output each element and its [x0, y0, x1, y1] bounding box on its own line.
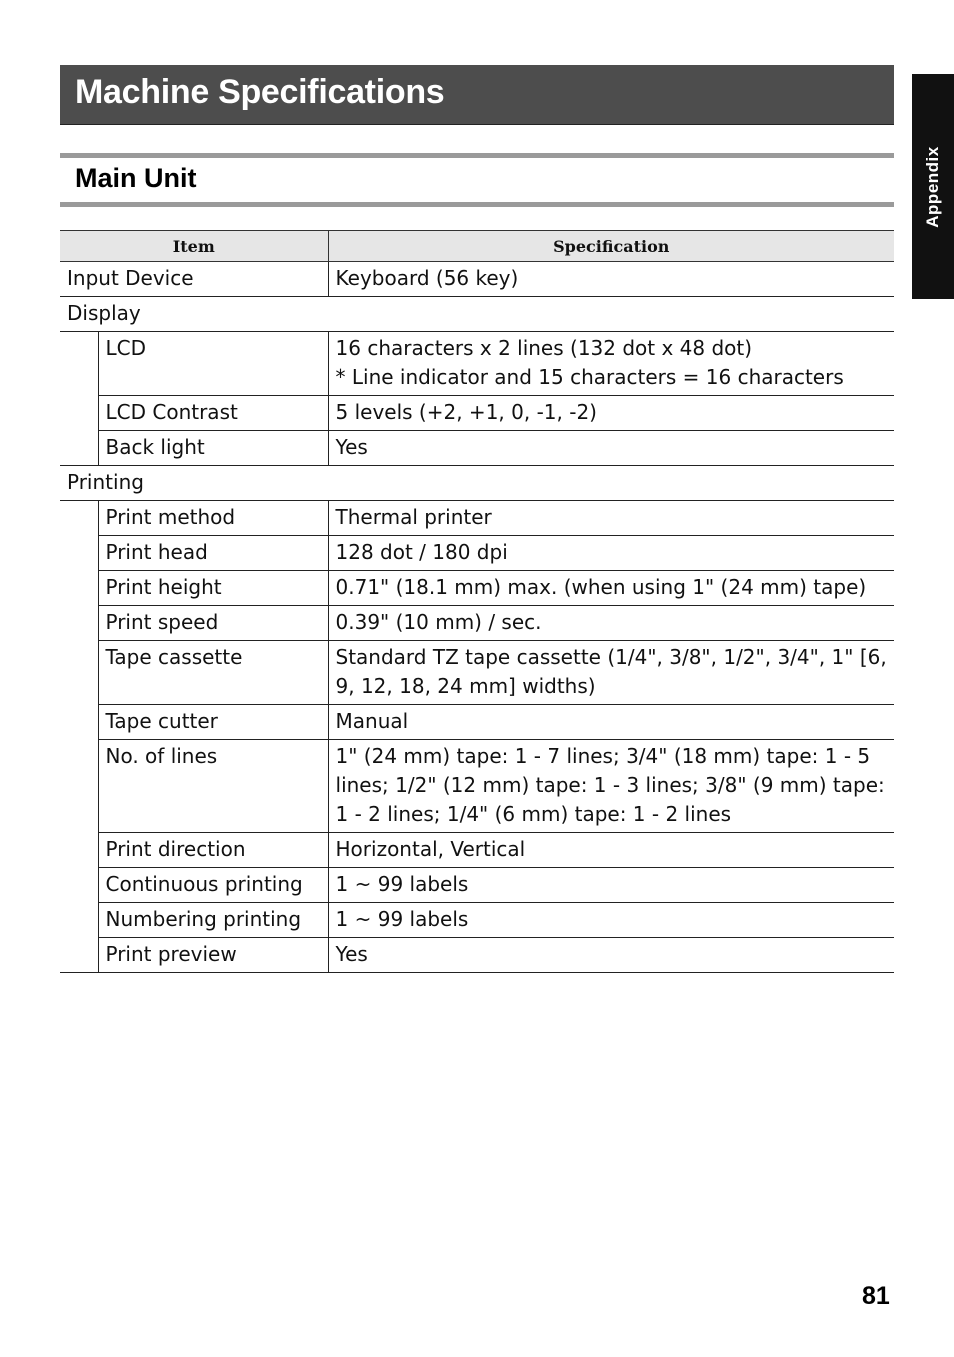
- table-row-input-device: [60, 262, 894, 297]
- spec-cell: Horizontal, Vertical: [328, 833, 894, 868]
- group-label-display: Display: [60, 297, 894, 332]
- item-cell: Input Device: [60, 262, 328, 297]
- spec-cell: [328, 332, 894, 396]
- table-row: [60, 571, 894, 606]
- table-row: [60, 332, 894, 396]
- table-row: [60, 396, 894, 431]
- spec-cell: Standard TZ tape cassette (1/4", 3/8", 1/2", 3/4", 1" [6, 9, 12, 18, 24 mm] widths): [328, 641, 894, 705]
- table-row: [60, 536, 894, 571]
- group-row-printing: [60, 466, 894, 501]
- indent-cell: [60, 868, 98, 903]
- spec-cell: 1 ~ 99 labels: [328, 868, 894, 903]
- spec-text: 16 characters x 2 lines (132 dot x 48 dot): [335, 336, 753, 360]
- column-header-specification: Specification: [328, 231, 894, 262]
- item-cell: Print height: [98, 571, 328, 606]
- spec-cell: Manual: [328, 705, 894, 740]
- table-row: [60, 833, 894, 868]
- table-row: [60, 868, 894, 903]
- item-cell: Continuous printing: [98, 868, 328, 903]
- table-row: [60, 641, 894, 705]
- indent-cell: [60, 833, 98, 868]
- item-cell: LCD Contrast: [98, 396, 328, 431]
- item-cell: Numbering printing: [98, 903, 328, 938]
- spec-cell: Yes: [328, 431, 894, 466]
- indent-cell: [60, 641, 98, 705]
- table-row: [60, 501, 894, 536]
- table-row: [60, 740, 894, 833]
- item-cell: Tape cutter: [98, 705, 328, 740]
- spec-cell: 1" (24 mm) tape: 1 - 7 lines; 3/4" (18 mm) tape: 1 - 5 lines; 1/2" (12 mm) tape: 1 - 3 lines; 3/8" (9 mm) tape: 1 - 2 lines; 1/4" (6 mm) tape: 1 - 2 lines: [328, 740, 894, 833]
- indent-cell: [60, 396, 98, 431]
- spec-cell: Keyboard (56 key): [328, 262, 894, 297]
- indent-cell: [60, 705, 98, 740]
- table-row: [60, 431, 894, 466]
- page-title-bar: [60, 65, 894, 125]
- spec-cell: 0.71" (18.1 mm) max. (when using 1" (24 mm) tape): [328, 571, 894, 606]
- section-title: Main Unit: [75, 163, 197, 193]
- item-cell: Print head: [98, 536, 328, 571]
- spec-note: * Line indicator and 15 characters = 16 characters: [335, 365, 844, 389]
- group-row-display: [60, 297, 894, 332]
- table-row: [60, 606, 894, 641]
- specifications-table: [60, 230, 894, 973]
- group-label-printing: Printing: [60, 466, 894, 501]
- table-row: [60, 938, 894, 973]
- spec-cell: 1 ~ 99 labels: [328, 903, 894, 938]
- side-tab-label: Appendix: [923, 145, 942, 228]
- column-header-item: Item: [60, 231, 328, 262]
- appendix-side-tab: [912, 74, 954, 299]
- spec-cell: 5 levels (+2, +1, 0, -1, -2): [328, 396, 894, 431]
- item-cell: Print speed: [98, 606, 328, 641]
- indent-cell: [60, 536, 98, 571]
- item-cell: No. of lines: [98, 740, 328, 833]
- table-row: [60, 903, 894, 938]
- indent-cell: [60, 571, 98, 606]
- page-number: 81: [862, 1282, 890, 1310]
- indent-cell: [60, 606, 98, 641]
- item-cell: LCD: [98, 332, 328, 396]
- item-cell: Print direction: [98, 833, 328, 868]
- indent-cell: [60, 938, 98, 973]
- item-cell: Tape cassette: [98, 641, 328, 705]
- spec-cell: 128 dot / 180 dpi: [328, 536, 894, 571]
- spec-cell: Yes: [328, 938, 894, 973]
- table-row: [60, 705, 894, 740]
- item-cell: Back light: [98, 431, 328, 466]
- indent-cell: [60, 501, 98, 536]
- page-title: Machine Specifications: [75, 73, 445, 111]
- section-header: [60, 153, 894, 207]
- indent-cell: [60, 431, 98, 466]
- spec-cell: Thermal printer: [328, 501, 894, 536]
- indent-cell: [60, 332, 98, 396]
- indent-cell: [60, 740, 98, 833]
- spec-cell: 0.39" (10 mm) / sec.: [328, 606, 894, 641]
- indent-cell: [60, 903, 98, 938]
- table-header-row: [60, 231, 894, 262]
- item-cell: Print method: [98, 501, 328, 536]
- item-cell: Print preview: [98, 938, 328, 973]
